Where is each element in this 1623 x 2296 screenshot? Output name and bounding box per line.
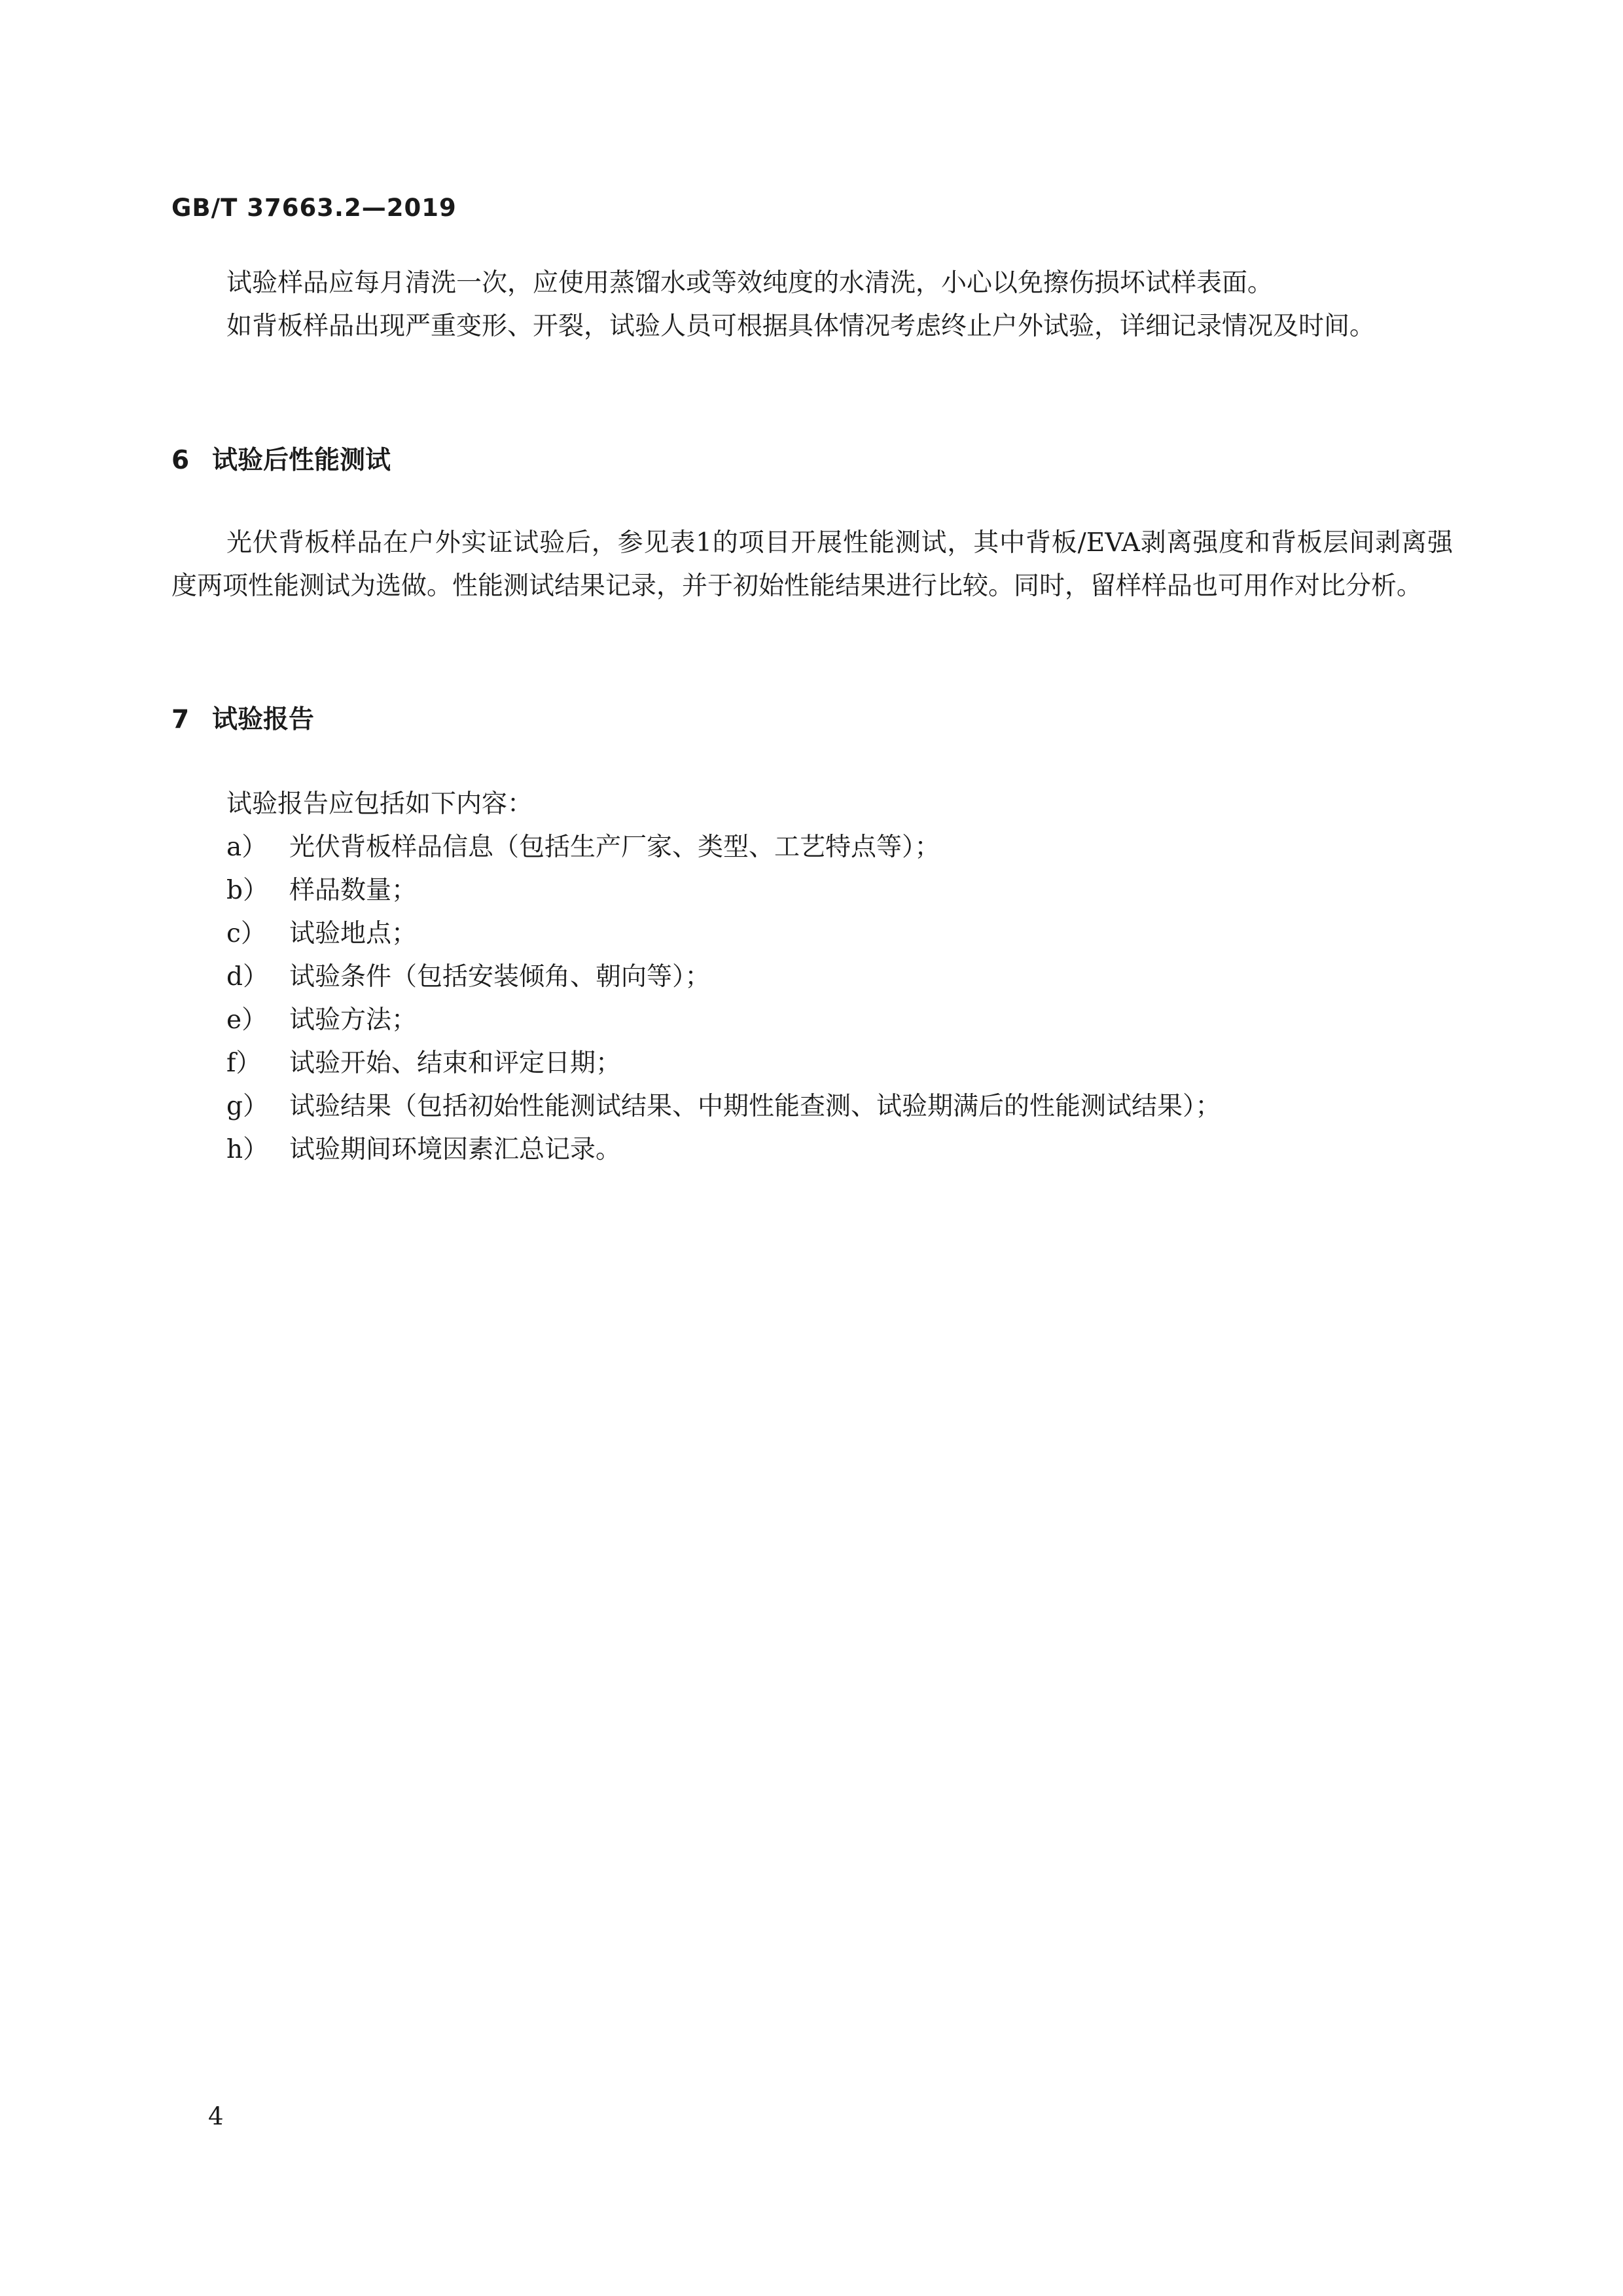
- list-marker: f）: [226, 1049, 262, 1078]
- list-text: 试验期间环境因素汇总记录。: [289, 1135, 622, 1164]
- list-text: 试验地点；: [289, 919, 418, 948]
- list-item: [226, 826, 1221, 869]
- list-text: 试验方法；: [289, 1005, 418, 1035]
- section-6-heading: [171, 440, 391, 476]
- section-7-number: 7: [171, 705, 190, 734]
- list-item: [226, 1085, 1221, 1128]
- list-item: [226, 956, 1221, 999]
- list-marker: h）: [226, 1135, 269, 1164]
- report-contents-list: [226, 826, 1221, 1172]
- list-marker: e）: [226, 1005, 268, 1035]
- section-7-title: 试验报告: [212, 705, 315, 734]
- list-marker: b）: [226, 876, 268, 905]
- section-6-title: 试验后性能测试: [212, 446, 391, 475]
- cleaning-paragraph: 试验样品应每月清洗一次，应使用蒸馏水或等效纯度的水清洗，小心以免擦伤损坏试样表面。: [226, 268, 1274, 298]
- list-marker: d）: [226, 962, 268, 992]
- list-item: [226, 869, 1221, 912]
- list-item: [226, 1042, 1221, 1085]
- list-text: 试验结果（包括初始性能测试结果、中期性能查测、试验期满后的性能测试结果）；: [289, 1092, 1221, 1121]
- standard-code-header: GB/T 37663.2—2019: [171, 194, 457, 222]
- list-text: 试验条件（包括安装倾角、朝向等）；: [289, 962, 711, 992]
- list-marker: c）: [226, 919, 266, 948]
- termination-paragraph: 如背板样品出现严重变形、开裂，试验人员可根据具体情况考虑终止户外试验，详细记录情况及时间。: [226, 312, 1376, 341]
- list-marker: a）: [226, 833, 268, 862]
- section-7-heading: [171, 699, 314, 736]
- report-intro: 试验报告应包括如下内容：: [226, 789, 533, 819]
- list-item: [226, 912, 1221, 956]
- list-item: [226, 1128, 1221, 1172]
- section-6-paragraph: 光伏背板样品在户外实证试验后，参见表1的项目开展性能测试，其中背板/EVA剥离强度和背板层间剥离强度两项性能测试为选做。性能测试结果记录，并于初始性能结果进行比较。同时，留样样品也可用作对比分析。: [171, 528, 1453, 601]
- page-number: 4: [208, 2102, 224, 2130]
- list-text: 光伏背板样品信息（包括生产厂家、类型、工艺特点等）；: [289, 833, 940, 862]
- list-item: [226, 999, 1221, 1042]
- list-text: 样品数量；: [289, 876, 418, 905]
- list-text: 试验开始、结束和评定日期；: [289, 1049, 622, 1078]
- list-marker: g）: [226, 1092, 268, 1121]
- section-6-number: 6: [171, 446, 190, 475]
